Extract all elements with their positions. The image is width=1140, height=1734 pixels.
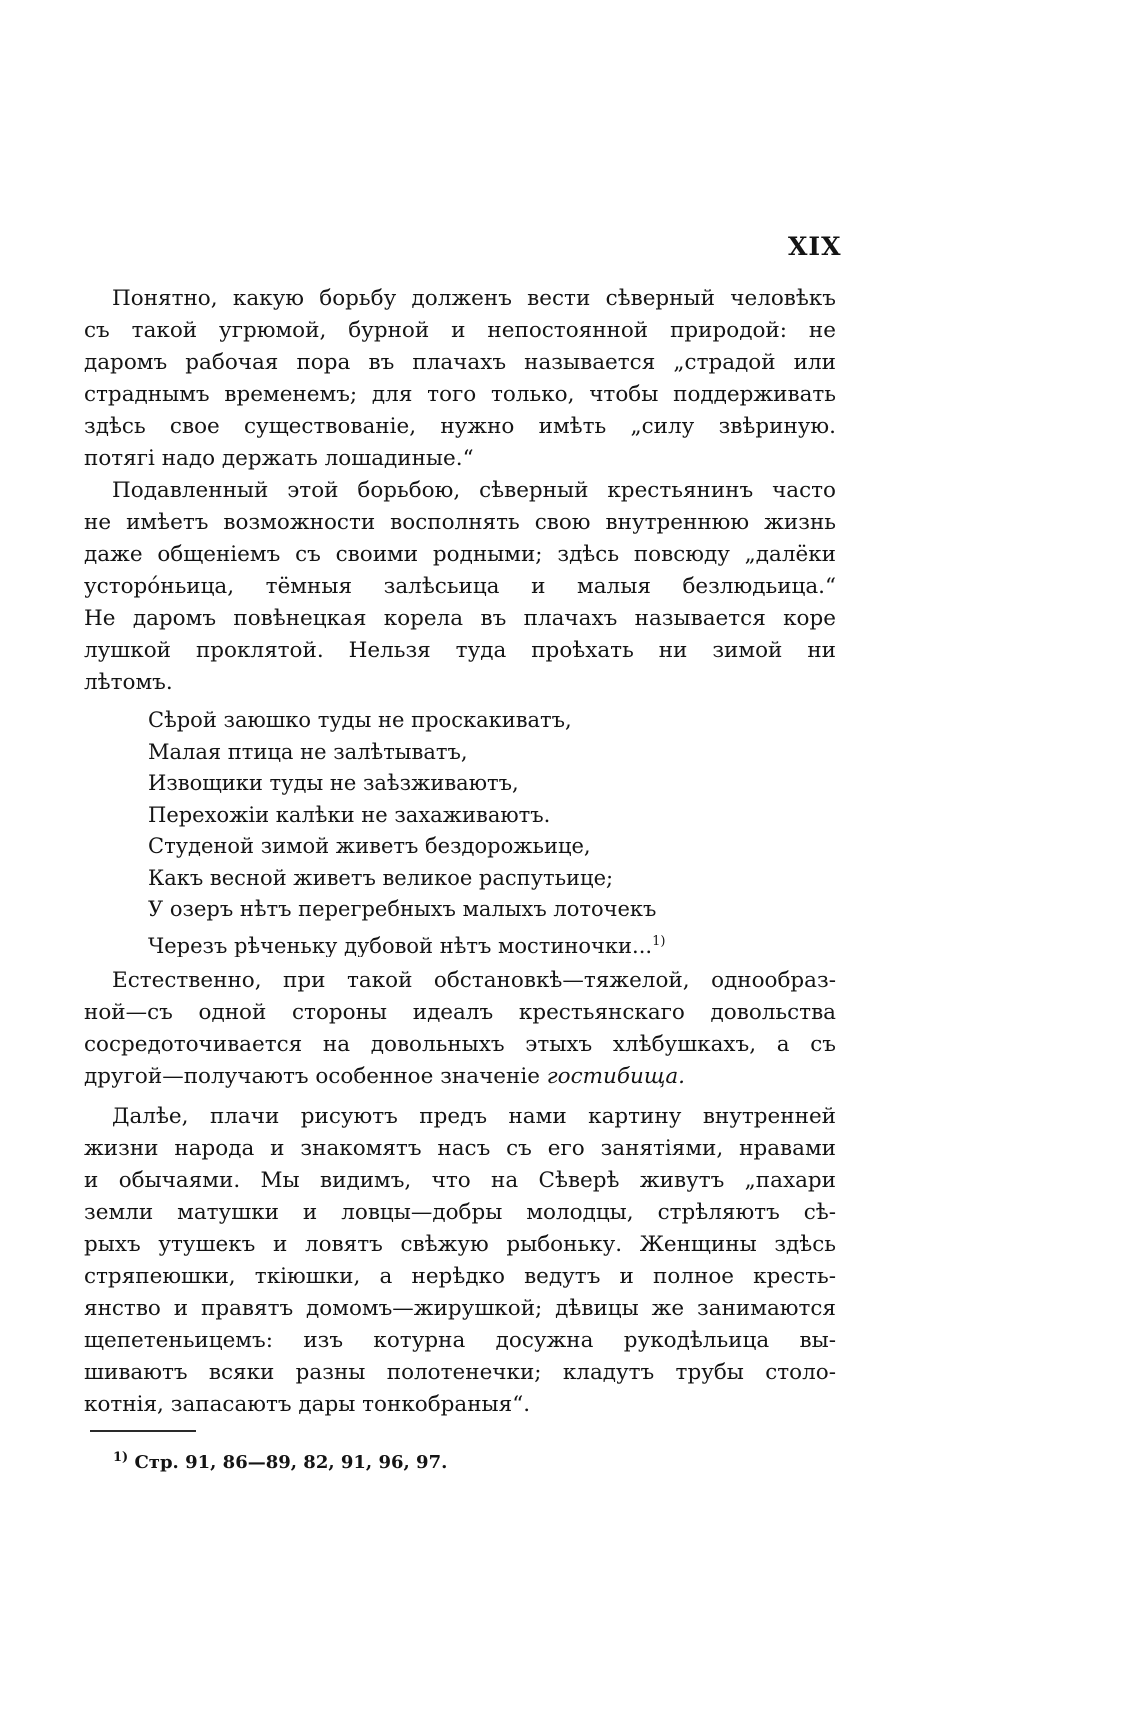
verse-line-text: Черезъ рѣченьку дубовой нѣтъ мостиночки... [148,933,653,957]
text-line: рыхъ утушекъ и ловятъ свѣжую рыбоньку. Женщины здѣсь [84,1232,836,1257]
text-line: даромъ рабочая пора въ плачахъ называется „страдой или [84,350,836,375]
paragraph-3 [84,965,836,1093]
footnote-mark: 1) [113,1450,129,1465]
text-line: котнія, запасаютъ дары тонкобраныя“. [84,1392,531,1417]
text-line: и обычаями. Мы видимъ, что на Сѣверѣ живутъ „пахари [84,1168,836,1193]
verse-line-last [148,926,836,958]
verse-line: Какъ весной живетъ великое распутьице; [148,865,614,890]
text-line: лушкой проклятой. Нельзя туда проѣхать ни зимой ни [84,638,836,663]
paragraph-2 [84,475,836,699]
italic-word: гостибища. [546,1064,686,1089]
text-line: земли матушки и ловцы—добры молодцы, стрѣляютъ сѣ- [84,1200,836,1225]
text-line: сосредоточивается на довольныхъ этыхъ хлѣбушкахъ, а съ [84,1032,836,1057]
text-line: ной—съ одной стороны идеалъ крестьянскаго довольства [84,1000,836,1025]
text-line: стряпеюшки, ткіюшки, а нерѣдко ведутъ и полное кресть- [84,1264,836,1289]
paragraph-4 [84,1101,836,1421]
footnote [113,1450,447,1473]
page-number: XIX [788,232,842,261]
text-line: другой—получаютъ особенное значеніе [84,1064,540,1089]
text-line: Не даромъ повѣнецкая корела въ плачахъ называется коре [84,606,836,631]
text-line: Естественно, при такой обстановкѣ—тяжелой, однообраз- [112,968,836,993]
text-line: лѣтомъ. [84,670,173,695]
text-line: щепетеньицемъ: изъ котурна досужна рукодѣльица вы- [84,1328,836,1353]
text-line: потягі надо держать лошадиные.“ [84,446,474,471]
text-line: шиваютъ всяки разны полотенечки; кладутъ трубы столо- [84,1360,836,1385]
text-line: янство и правятъ домомъ—жирушкой; дѣвицы же занимаются [84,1296,836,1321]
verse-line: У озеръ нѣтъ перегребныхъ малыхъ лоточекъ [148,897,657,921]
text-line: Понятно, какую борьбу долженъ вести сѣверный человѣкъ [112,286,836,311]
paragraph-1 [84,283,836,475]
text-line: Подавленный этой борьбою, сѣверный крестьянинъ часто [112,478,836,503]
verse-line: Перехожіи калѣки не захаживаютъ. [148,802,551,827]
text-line: даже общеніемъ съ своими родными; здѣсь повсюду „далёки [84,542,836,567]
verse-line: Малая птица не залѣтыватъ, [148,739,468,764]
footnote-text: Стр. 91, 86—89, 82, 91, 96, 97. [134,1452,448,1473]
text-line: здѣсь свое существованіе, нужно имѣть „силу звѣриную. [84,414,836,439]
text-line: жизни народа и знакомятъ насъ съ его занятіями, нравами [84,1136,836,1161]
verse-quote [84,705,836,957]
verse-line: Сѣрой заюшко туды не проскакиватъ, [148,708,572,732]
text-line: Далѣе, плачи рисуютъ предъ нами картину внутренней [112,1104,836,1129]
body-text [84,283,836,1421]
text-line: усторо́ньица, тёмныя залѣсьица и малыя безлюдьица.“ [84,574,836,599]
text-line-with-italic [84,1061,836,1093]
verse-line: Студеной зимой живетъ бездорожьице, [148,834,591,858]
verse-line: Извощики туды не заѣзживаютъ, [148,771,519,795]
text-line: страднымъ временемъ; для того только, чтобы поддерживать [84,382,836,407]
text-line: съ такой угрюмой, бурной и непостоянной природой: не [84,318,836,343]
footnote-reference: 1) [652,933,666,949]
footnote-separator [90,1430,196,1432]
text-line: не имѣетъ возможности восполнять свою внутреннюю жизнь [84,510,836,535]
